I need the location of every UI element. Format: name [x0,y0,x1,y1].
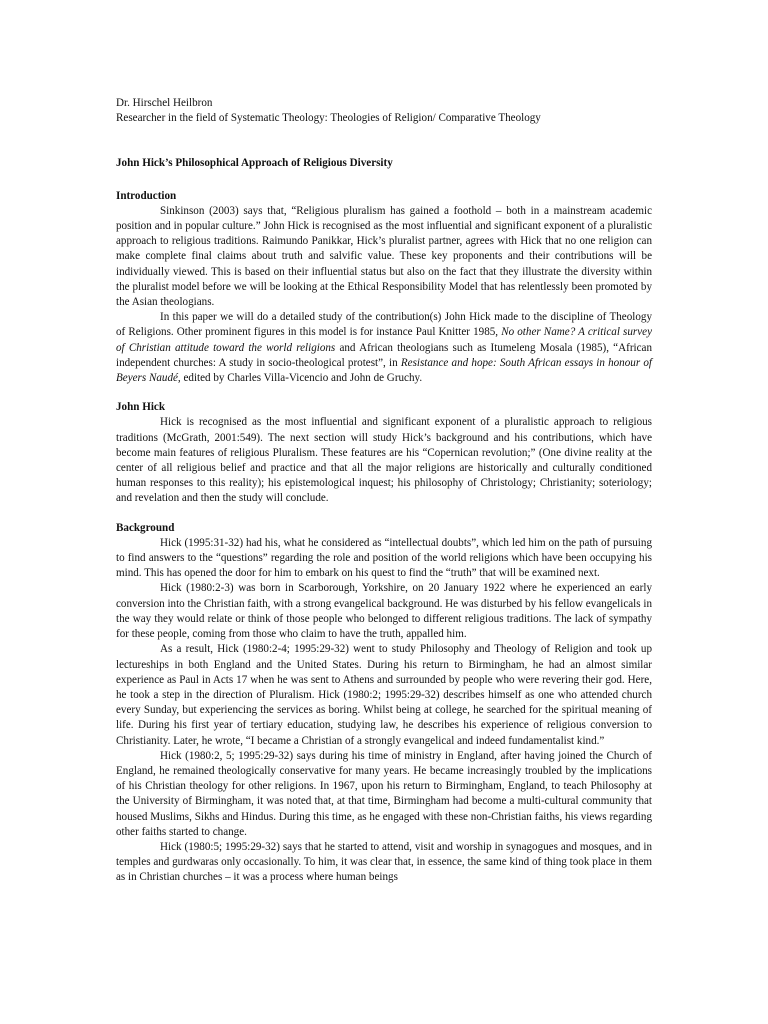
paragraph-text: Sinkinson (2003) says that, “Religious pluralism has gained a foothold – both in a mainstream academic position and in popular culture.” John Hick is recognised as the most influential and significant exponent of a pluralistic approach to religious traditions. Raimundo Panikkar, Hick’s pluralist partner, agrees with Hick that no one religion can make complete final claims about truth and salvific value. These key proponents and their contributions will be individually viewed. This is based on their influential status but also on the fact that they illustrate the diversity within the pluralist model before we will be looking at the Ethical Responsibility Model that has relentlessly been promoted by the Asian theologians. [116,204,652,309]
paragraph-text: Hick (1995:31-32) had his, what he considered as “intellectual doubts”, which led him on the path of pursuing to find answers to the “questions” regarding the role and position of the world religions which have been occupying his mind. This has opened the door for him to embark on his quest to find the “truth” that will be examined next. [116,536,652,580]
section-background [116,521,652,886]
body-paragraph [116,581,652,642]
author-name: Dr. Hirschel Heilbron [116,97,213,109]
paragraph-text: Hick (1980:2-3) was born in Scarborough, Yorkshire, on 20 January 1922 where he experienced an early conversion into the Christian faith, with a strong evangelical background. He was disturbed by his fellow evangelicals in the way they would relate or think of those people who belonged to different religious traditions. The lack of sympathy for these people, coming from those who claim to have the truth, appalled him. [116,582,652,641]
paragraph-text: Hick (1980:5; 1995:29-32) says that he started to attend, visit and worship in synagogues and mosques, and in temples and gurdwaras only occasionally. To him, it was clear that, in essence, the same kind of thing took place in them as in Christian churches – it was a process where human beings [116,840,652,884]
author-affiliation: Researcher in the field of Systematic Theology: Theologies of Religion/ Comparative Theology [116,112,541,125]
section-introduction [116,189,652,387]
body-paragraph [116,415,652,506]
body-paragraph [116,642,652,748]
document-body [116,189,652,886]
body-paragraph [116,749,652,840]
paragraph-text: and African theologians such as Itumeleng Mosala (1985), “African independent churches: A study in socio-theological protest”, in [116,341,652,369]
body-paragraph [116,204,652,310]
body-paragraph [116,536,652,582]
section-heading: Background [116,521,175,534]
body-paragraph [116,310,652,386]
paragraph-text: As a result, Hick (1980:2-4; 1995:29-32) went to study Philosophy and Theology of Religion and took up lectureships in both England and the United States. During his return to Birmingham, he had an almost similar experience as Paul in Acts 17 when he was sent to Athens and surrounded by people who were revering their god. Here, he took a step in the direction of Pluralism. Hick (1980:2; 1995:29-32) describes himself as one who attended church every Sunday, but experiencing the services as boring. Whilst being at college, he searched for the spiritual meaning of life. During his first year of tertiary education, studying law, he describes his experience of religious conversion to Christianity. Later, he wrote, “I became a Christian of a strongly evangelical and indeed fundamentalist kind.” [116,643,652,747]
paragraph-text: Hick is recognised as the most influential and significant exponent of a pluralistic approach to religious traditions (McGrath, 2001:549). The next section will study Hick’s background and his contributions, which have become main features of religious Pluralism. These features are his “Copernican revolution;” (One divine reality at the center of all religious belief and practice and that all the major religions are historically and culturally conditioned human responses to this reality); his epistemological inquest; his philosophy of Christology; Christianity; soteriology; and revelation and then the study will conclude. [116,416,652,505]
paragraph-text: In this paper we will do a detailed study of the contribution(s) John Hick made to the discipline of Theology of Religions. Other prominent figures in this model is for instance Paul Knitter 1985, [116,311,652,339]
italic-citation-title: No other Name? A critical survey of Christian attitude toward the world religions [116,326,652,354]
section-heading: Introduction [116,189,177,202]
italic-citation-title: Resistance and hope: South African essays in honour of Beyers Naudé, [116,356,652,385]
document-title: John Hick’s Philosophical Approach of Religious Diversity [116,157,393,170]
body-paragraph [116,840,652,886]
section-heading: John Hick [116,401,166,414]
section-john-hick [116,400,652,506]
paragraph-text: edited by Charles Villa-Vicencio and John de Gruchy. [180,372,423,385]
paragraph-text: Hick (1980:2, 5; 1995:29-32) says during his time of ministry in England, after having joined the Church of England, he remained theologically conservative for many years. He became increasingly troubled by the implications of his Christian theology for other religions. In 1967, upon his return to Birmingham, England, to teach Philosophy at the University of Birmingham, it was noted that, at that time, Birmingham had become a multi-cultural community that housed Muslims, Sikhs and Hindus. During this time, as he engaged with these non-Christian faiths, his views regarding other faiths started to change. [116,749,652,838]
